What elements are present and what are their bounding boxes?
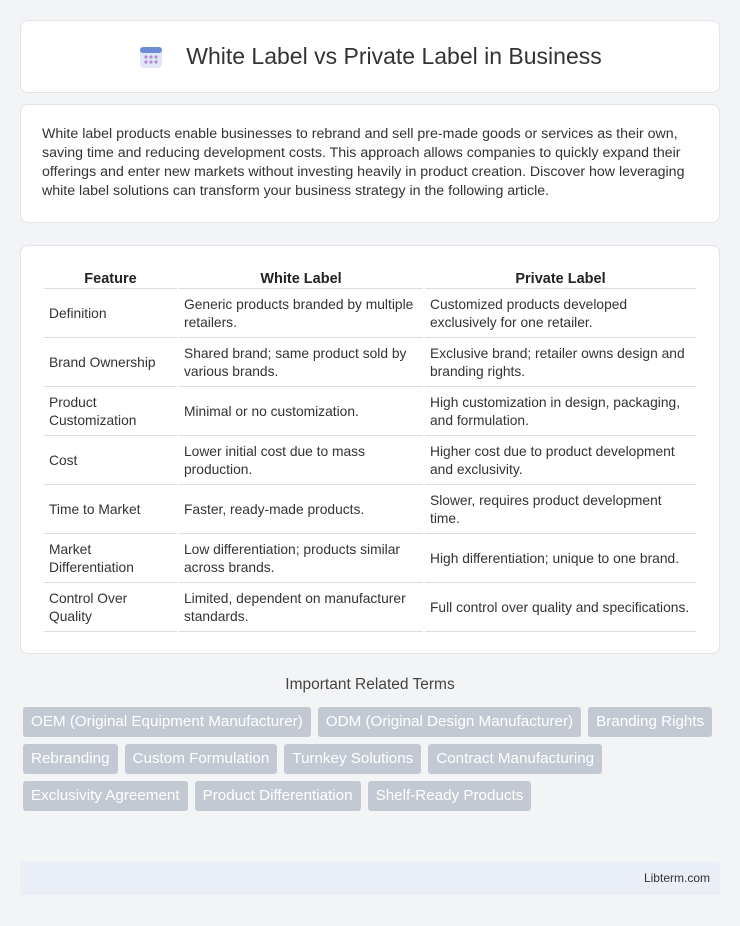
- white-label-cell: Limited, dependent on manufacturer standards.: [179, 585, 423, 632]
- white-label-cell: Shared brand; same product sold by various brands.: [179, 340, 423, 387]
- private-label-cell: Customized products developed exclusively for one retailer.: [425, 291, 696, 338]
- related-term-tag[interactable]: Branding Rights: [588, 707, 712, 737]
- table-row: [44, 340, 696, 387]
- related-terms-title: Important Related Terms: [285, 676, 455, 693]
- white-label-cell: Low differentiation; products similar across brands.: [179, 536, 423, 583]
- column-header-private-label: Private Label: [425, 270, 696, 289]
- column-header-feature: Feature: [44, 270, 177, 289]
- private-label-cell: High customization in design, packaging, and formulation.: [425, 389, 696, 436]
- table-row: [44, 389, 696, 436]
- related-term-tag[interactable]: Rebranding: [23, 744, 118, 774]
- feature-cell: Control Over Quality: [44, 585, 177, 632]
- related-term-tag[interactable]: Contract Manufacturing: [428, 744, 602, 774]
- feature-cell: Definition: [44, 291, 177, 338]
- feature-cell: Product Customization: [44, 389, 177, 436]
- comparison-table-card: [20, 245, 720, 654]
- related-term-tag[interactable]: Exclusivity Agreement: [23, 781, 188, 811]
- white-label-cell: Lower initial cost due to mass production.: [179, 438, 423, 485]
- related-term-tag[interactable]: Shelf-Ready Products: [368, 781, 532, 811]
- footer: [20, 862, 720, 895]
- footer-site-link[interactable]: Libterm.com: [643, 871, 710, 885]
- related-terms-list: [23, 707, 717, 811]
- column-header-white-label: White Label: [179, 270, 423, 289]
- table-header-row: [44, 270, 696, 289]
- feature-cell: Cost: [44, 438, 177, 485]
- table-row: [44, 585, 696, 632]
- feature-cell: Brand Ownership: [44, 340, 177, 387]
- feature-cell: Time to Market: [44, 487, 177, 534]
- table-row: [44, 291, 696, 338]
- intro-card: [20, 104, 720, 223]
- private-label-cell: Slower, requires product development time.: [425, 487, 696, 534]
- header-card: [20, 20, 720, 93]
- private-label-cell: Exclusive brand; retailer owns design and branding rights.: [425, 340, 696, 387]
- white-label-cell: Generic products branded by multiple retailers.: [179, 291, 423, 338]
- related-term-tag[interactable]: Product Differentiation: [195, 781, 361, 811]
- feature-cell: Market Differentiation: [44, 536, 177, 583]
- table-body: [44, 291, 696, 632]
- comparison-table: [42, 268, 698, 634]
- intro-paragraph: White label products enable businesses to rebrand and sell pre-made goods or services as their own, saving time and reducing development costs. This approach allows companies to quickly expand their offerings and enter new markets without investing heavily in product creation. Discover how leveraging white label solutions can transform your business strategy in the following article.: [42, 126, 685, 199]
- table-row: [44, 438, 696, 485]
- related-term-tag[interactable]: Turnkey Solutions: [284, 744, 421, 774]
- page-title: White Label vs Private Label in Business: [186, 43, 602, 69]
- private-label-cell: High differentiation; unique to one brand.: [425, 536, 696, 583]
- table-row: [44, 487, 696, 534]
- white-label-cell: Faster, ready-made products.: [179, 487, 423, 534]
- calendar-grid-icon: [138, 44, 164, 70]
- private-label-cell: Full control over quality and specifications.: [425, 585, 696, 632]
- table-row: [44, 536, 696, 583]
- related-term-tag[interactable]: ODM (Original Design Manufacturer): [318, 707, 581, 737]
- private-label-cell: Higher cost due to product development and exclusivity.: [425, 438, 696, 485]
- white-label-cell: Minimal or no customization.: [179, 389, 423, 436]
- related-term-tag[interactable]: OEM (Original Equipment Manufacturer): [23, 707, 311, 737]
- related-term-tag[interactable]: Custom Formulation: [125, 744, 278, 774]
